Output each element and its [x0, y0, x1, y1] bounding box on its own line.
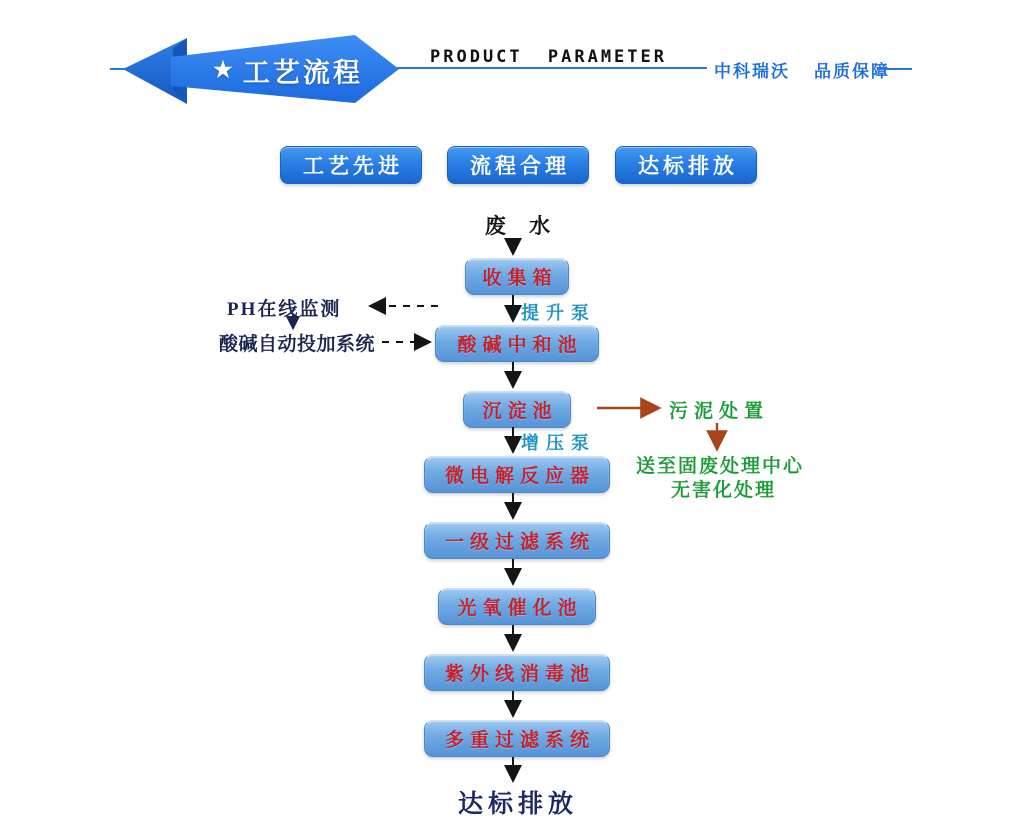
- flow-step-collection-tank: 收集箱: [465, 258, 569, 295]
- flow-step-sedimentation-pool: 沉淀池: [463, 391, 571, 428]
- label-sludge-disposal: 污泥处置: [669, 401, 770, 422]
- star-icon: ★: [213, 57, 233, 82]
- badge-standard-discharge[interactable]: 达标排放: [615, 146, 757, 184]
- brand-slogan: 品质保障: [814, 62, 890, 81]
- badge-reasonable-flow[interactable]: 流程合理: [447, 146, 589, 184]
- flow-step-neutralization-pool: 酸碱中和池: [435, 325, 599, 362]
- label-harmless-treatment: 无害化处理: [671, 480, 777, 501]
- flow-step-uv-disinfection: 紫外线消毒池: [424, 654, 610, 691]
- flow-step-microelectrolysis: 微电解反应器: [424, 456, 610, 493]
- label-lift-pump: 提升泵: [521, 303, 596, 323]
- brand-line: [714, 57, 890, 82]
- label-acid-dosing-system: 酸碱自动投加系统: [219, 334, 376, 355]
- label-boost-pump: 增压泵: [521, 433, 596, 453]
- header-divider-line: [397, 67, 707, 69]
- flow-step-primary-filtration: 一级过滤系统: [424, 522, 610, 559]
- header-divider-line-right: [877, 68, 912, 70]
- brand-name: 中科瑞沃: [714, 62, 790, 81]
- subtitle-english: PRODUCT PARAMETER: [430, 47, 667, 67]
- banner-title-text: 工艺流程: [242, 57, 363, 88]
- flow-outcome-discharge: 达标排放: [457, 791, 578, 818]
- flow-source-wastewater: 废 水: [484, 214, 560, 238]
- badge-advanced-process[interactable]: 工艺先进: [280, 146, 422, 184]
- label-ph-online-monitor: PH在线监测: [227, 299, 342, 320]
- flow-step-photocatalytic-pool: 光氧催化池: [438, 588, 596, 625]
- label-disposal-center: 送至固废处理中心: [636, 456, 805, 477]
- flow-step-multi-filtration: 多重过滤系统: [424, 720, 610, 757]
- banner-title: [188, 52, 388, 88]
